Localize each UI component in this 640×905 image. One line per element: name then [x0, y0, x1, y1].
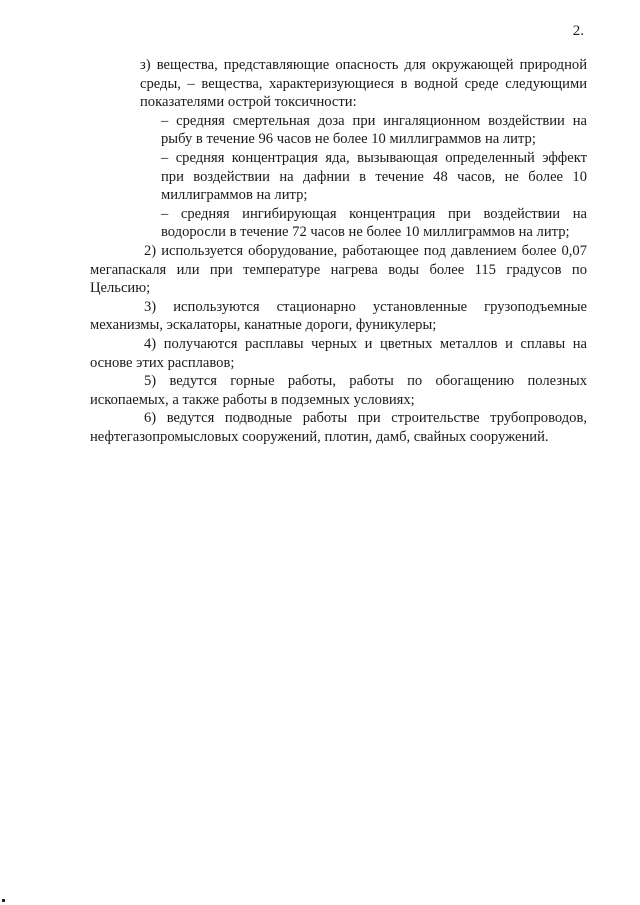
dash-item-daphnia: – средняя концентрация яда, вызывающая определенный эффект при воздействии на дафнии в течение 48 часов, не более 10 миллиграммов на литр; — [161, 149, 587, 204]
paragraph-3: 3) используются стационарно установленные грузоподъемные механизмы, эскалаторы, канатные дороги, фуникулеры; — [90, 298, 587, 334]
item-z-block — [140, 56, 587, 112]
dash-item-fish: – средняя смертельная доза при ингаляционном воздействии на рыбу в течение 96 часов не более 10 миллиграммов на литр; — [161, 112, 587, 148]
paragraph-4: 4) получаются расплавы черных и цветных металлов и сплавы на основе этих расплавов; — [90, 335, 587, 371]
paragraph-5: 5) ведутся горные работы, работы по обогащению полезных ископаемых, а также работы в подземных условиях; — [90, 373, 587, 408]
scan-artifact-dot — [2, 899, 5, 902]
document-body — [90, 56, 587, 446]
paragraph-6: 6) ведутся подводные работы при строительстве трубопроводов, нефтегазопромысловых сооружений, плотин, дамб, свайных сооружений. — [90, 410, 587, 445]
item-z-text: з) вещества, представляющие опасность для окружающей природной среды, – вещества, характеризующиеся в водной среде следующими показателями острой токсичности: — [140, 57, 587, 111]
dash-item-algae: – средняя ингибирующая концентрация при воздействии на водоросли в течение 72 часов не более 10 миллиграммов на литр; — [161, 205, 587, 241]
paragraph-2: 2) используется оборудование, работающее под давлением более 0,07 мегапаскаля или при температуре нагрева воды более 115 градусов по Цельсию; — [90, 242, 587, 297]
page-number: 2. — [572, 23, 584, 39]
